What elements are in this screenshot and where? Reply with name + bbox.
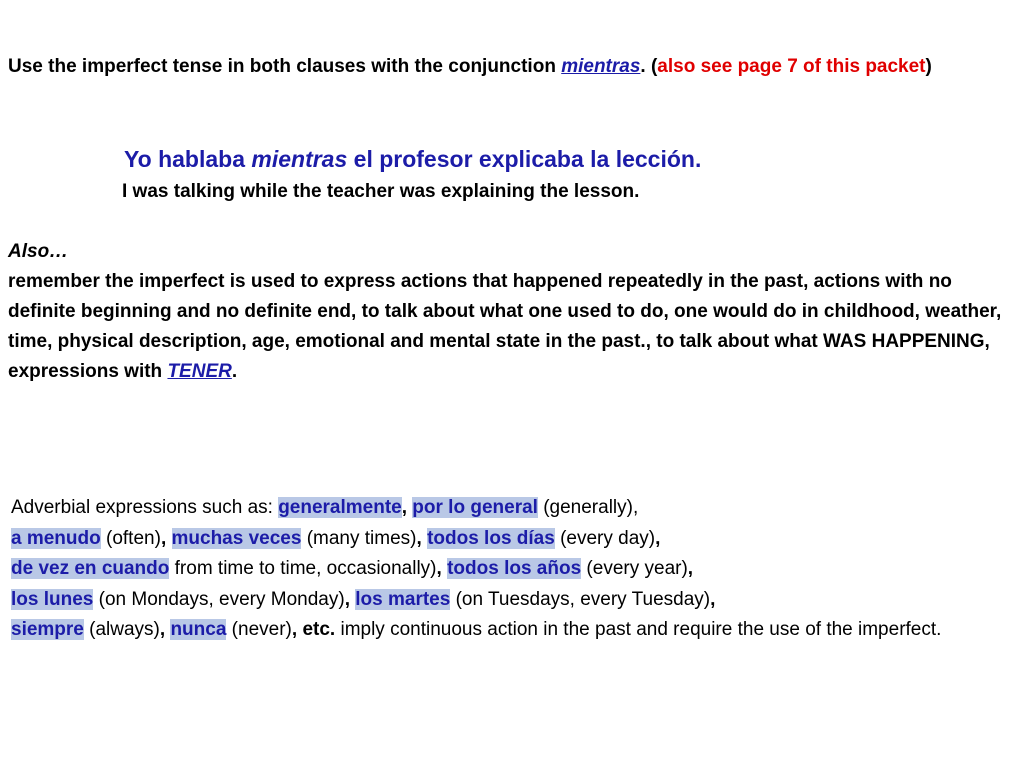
adverbial-expressions: Adverbial expressions such as: generalmente, por lo general (generally), a menudo (often), muchas veces (many times), todos los días (every day), de vez en cuando from time to time, occasionally), todos los años (every year), los lunes (on Mondays, every Monday), los martes (on Tuesdays, every Tuesday), siempre (always), nunca (never), etc. imply continuous action in the past and require the use of the imperfect. [11, 497, 942, 640]
intro-punct: . ( [640, 56, 658, 77]
adverb-gloss: (on Mondays, every Monday) [93, 588, 345, 610]
adverb-todos-los-dias: todos los días [427, 527, 555, 549]
adverb-generalmente: generalmente [278, 497, 402, 518]
example-es-part1: Yo hablaba [124, 146, 252, 172]
adverb-gloss: (generally), [537, 497, 639, 518]
example-english: I was talking while the teacher was explaining the lesson. [122, 181, 640, 202]
intro-text: Use the imperfect tense in both clauses with the conjunction [8, 56, 562, 77]
see-page-note: also see page 7 of this packet [657, 56, 926, 77]
tener-term: TENER [167, 361, 232, 382]
adverb-siempre: siempre [11, 619, 84, 640]
adverb-gloss: (always) [83, 619, 160, 640]
adverb-de-vez-en-cuando: de vez en cuando [11, 558, 170, 579]
adverb-muchas-veces: muchas veces [171, 527, 302, 549]
adverbs-intro: Adverbial expressions such as: [11, 497, 279, 518]
adverb-gloss: (on Tuesdays, every Tuesday) [450, 588, 711, 610]
adverb-gloss: (every day) [554, 527, 656, 549]
adverb-gloss: (many times) [301, 527, 417, 549]
adverb-nunca: nunca [170, 619, 227, 640]
adverb-por-lo-general: por lo general [412, 497, 538, 518]
adverb-gloss: (every year) [581, 558, 688, 579]
also-heading: Also… [8, 241, 69, 262]
adverb-gloss: (often) [100, 527, 161, 549]
also-body: remember the imperfect is used to express actions that happened repeatedly in the past, actions with no definite beginning and no definite end, to talk about what one used to do, one would do in childhood, weather, time, physical description, age, emotional and mental state in the past., to talk about what WAS HAPPENING, expressions with [8, 271, 1002, 382]
intro-paragraph [8, 52, 1013, 82]
also-paragraph [8, 237, 1016, 387]
adverb-gloss: from time to time, occasionally) [169, 558, 437, 579]
adverb-los-martes: los martes [355, 588, 451, 610]
conjunction-mientras: mientras [561, 56, 641, 77]
adverb-gloss: (never) [226, 619, 292, 640]
intro-close: ) [925, 56, 932, 77]
adverbs-etc: etc. [302, 619, 336, 640]
example-es-conjunction: mientras [251, 146, 348, 172]
also-end: . [231, 361, 238, 382]
adverb-a-menudo: a menudo [11, 527, 101, 549]
example-es-part2: el profesor explicaba la lección. [347, 146, 702, 172]
adverbs-tail: imply continuous action in the past and require the use of the imperfect. [335, 619, 942, 640]
adverb-todos-los-anos: todos los años [447, 558, 582, 579]
adverb-los-lunes: los lunes [11, 588, 94, 610]
example-spanish [124, 143, 701, 175]
